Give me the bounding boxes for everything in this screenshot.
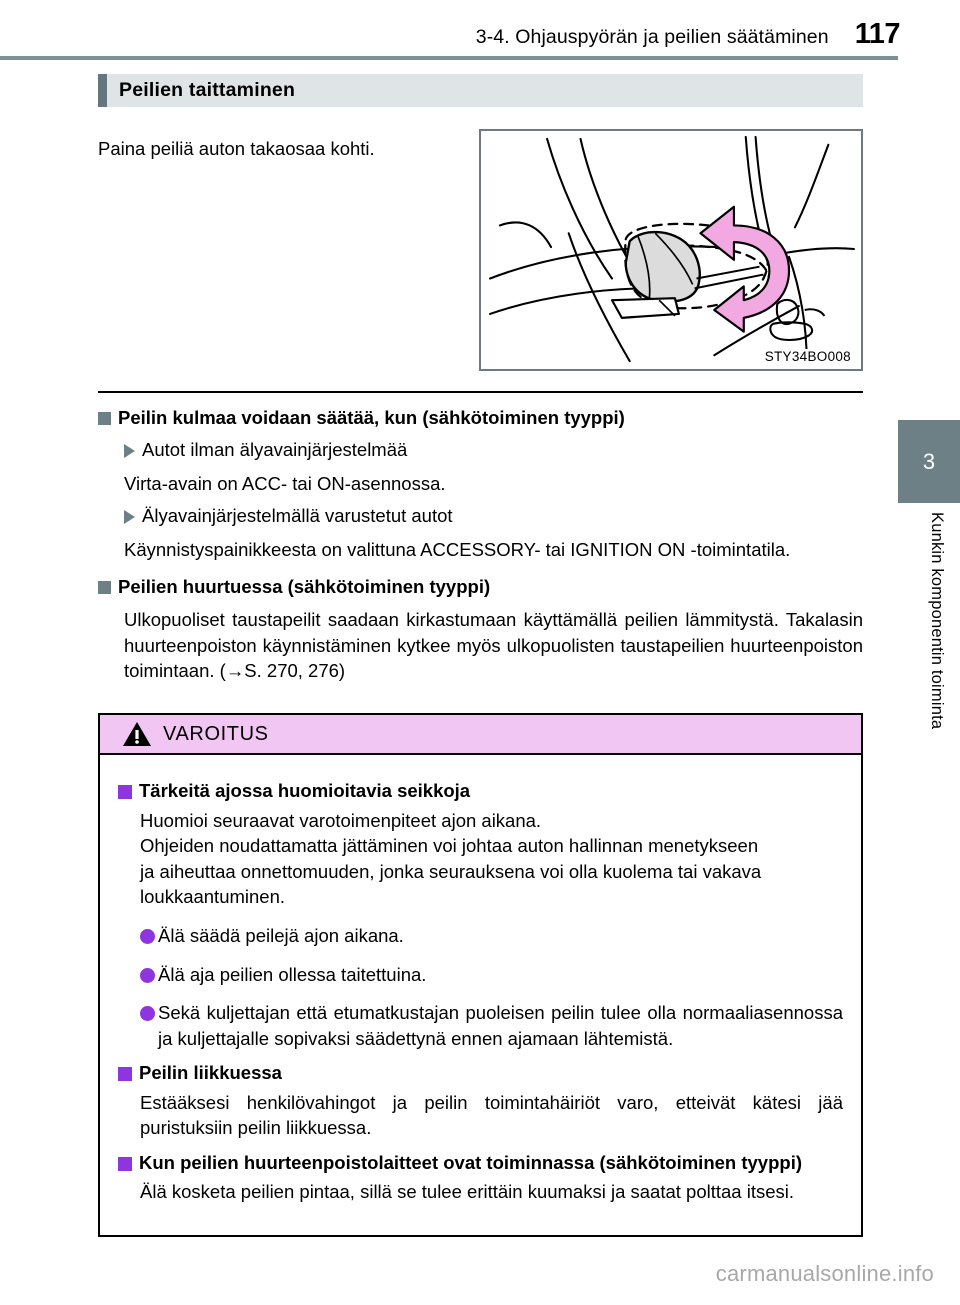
warning-paragraph: Älä kosketa peilien pintaa, sillä se tulee erittäin kuumaksi ja saatat polttaa itsesi. xyxy=(140,1181,795,1203)
dot-bullet-icon xyxy=(140,929,155,944)
square-bullet-icon xyxy=(98,412,111,425)
square-bullet-icon xyxy=(98,581,111,594)
body-subitem-row xyxy=(98,438,863,462)
dot-bullet-icon xyxy=(140,1006,155,1021)
page-header xyxy=(0,18,900,51)
chapter-number: 3 xyxy=(922,448,936,474)
warning-bullet-row xyxy=(118,962,843,988)
body-subitem-paragraph: Virta-avain on ACC- tai ON-asennossa. xyxy=(124,472,446,494)
warning-paragraph: Estääksesi henkilövahingot ja peilin toimintahäiriöt varo, etteivät kätesi jää puristuksiin peilin liikkuessa. xyxy=(140,1091,843,1139)
body-subitem-paragraph: Käynnistyspainikkeesta on valittuna ACCESSORY- tai IGNITION ON -toimintatila. xyxy=(124,538,791,560)
warning-line: ja aiheuttaa onnettomuuden, jonka seurauksena voi olla kuolema tai vakava xyxy=(140,860,762,882)
square-bullet-icon xyxy=(118,785,132,799)
warning-item xyxy=(118,1061,843,1141)
warning-line: Ohjeiden noudattamatta jättäminen voi johtaa auton hallinnan menetykseen xyxy=(140,835,759,857)
body-heading-row xyxy=(98,575,863,599)
page-content xyxy=(98,74,863,1237)
warning-box xyxy=(98,713,863,1236)
intro-text: Paina peiliä auton takaosaa kohti. xyxy=(98,138,375,159)
warning-heading-row xyxy=(118,779,843,804)
body-paragraph: Ulkopuoliset taustapeilit saadaan kirkastumaan käyttämällä peilien lämmitystä. Takalasin huurteenpoiston käynnistäminen kytkee myös ulkopuolisten taustapeilien huurteenpoiston toimintaan. (→S. 270, 276) xyxy=(124,609,863,681)
footer-watermark: carmanualsonline.info xyxy=(715,1261,934,1286)
body-block-mirror-angle xyxy=(98,406,863,562)
intro-row xyxy=(98,129,863,371)
dot-bullet-icon xyxy=(140,968,155,983)
warning-heading: Tärkeitä ajossa huomioitavia seikkoja xyxy=(139,780,471,802)
warning-paragraph-lines xyxy=(118,808,843,910)
breadcrumb: 3-4. Ohjauspyörän ja peilien säätäminen xyxy=(475,26,829,48)
warning-heading-row xyxy=(118,1151,843,1176)
body-block-mirror-defogger xyxy=(98,575,863,683)
section-title: Peilien taittaminen xyxy=(119,79,296,101)
warning-line: loukkaantuminen. xyxy=(140,886,286,908)
section-header xyxy=(98,74,863,107)
body-subitem-row xyxy=(98,504,863,528)
header-divider xyxy=(0,56,898,60)
body-heading-row xyxy=(98,406,863,430)
warning-heading: Kun peilien huurteenpoistolaitteet ovat toiminnassa (sähkötoiminen tyyppi) xyxy=(139,1151,802,1173)
warning-header xyxy=(100,715,861,755)
chapter-tab xyxy=(898,420,960,503)
square-bullet-icon xyxy=(118,1067,132,1081)
content-divider xyxy=(98,391,863,393)
page-number: 117 xyxy=(854,18,900,50)
warning-bullet-text: Älä aja peilien ollessa taitettuina. xyxy=(158,963,427,985)
warning-bullet-row xyxy=(118,923,843,949)
mirror-fold-illustration xyxy=(479,129,863,371)
warning-heading-row xyxy=(118,1061,843,1086)
body-subitem-label: Autot ilman älyavainjärjestelmää xyxy=(142,439,408,461)
warning-item xyxy=(118,779,843,1051)
triangle-bullet-icon xyxy=(124,444,135,458)
body-heading: Peilien huurtuessa (sähkötoiminen tyyppi) xyxy=(118,575,491,597)
figure-caption: STY34BO008 xyxy=(764,349,851,364)
warning-line: Huomioi seuraavat varotoimenpiteet ajon aikana. xyxy=(140,809,542,831)
chapter-title-vertical: Kunkin komponentin toiminta xyxy=(928,512,946,730)
warning-triangle-icon xyxy=(122,721,152,747)
warning-heading: Peilin liikkuessa xyxy=(139,1062,282,1084)
square-bullet-icon xyxy=(118,1157,132,1171)
body-subitem-label: Älyavainjärjestelmällä varustetut autot xyxy=(142,505,453,527)
warning-item xyxy=(118,1151,843,1205)
section-accent-bar xyxy=(98,74,107,107)
warning-bullet-text: Älä säädä peilejä ajon aikana. xyxy=(158,925,404,946)
warning-bullet-text: Sekä kuljettajan että etumatkustajan puoleisen peilin tulee olla normaaliasennossa ja kuljettajalle sopivaksi säädettynä ennen ajamaan lähtemistä. xyxy=(158,1002,843,1049)
warning-bullet-row xyxy=(118,1000,843,1051)
warning-body xyxy=(100,755,861,1234)
body-heading: Peilin kulmaa voidaan säätää, kun (sähkötoiminen tyyppi) xyxy=(118,407,625,428)
warning-label: VAROITUS xyxy=(163,722,269,745)
triangle-bullet-icon xyxy=(124,510,135,524)
